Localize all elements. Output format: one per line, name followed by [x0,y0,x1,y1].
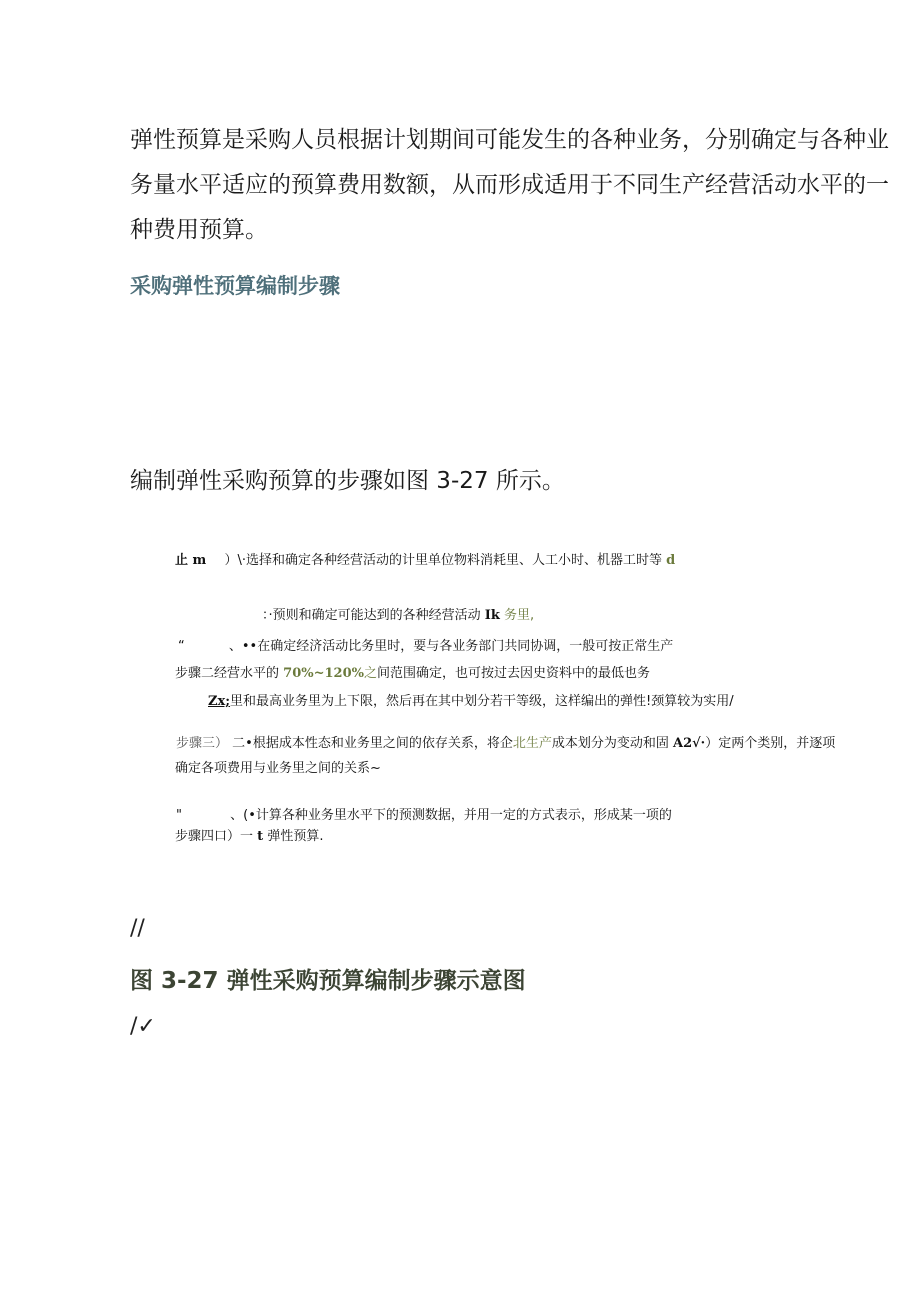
step-2-detail-line-2 [175,662,650,681]
slash-mark-top: // [130,916,145,941]
step-1-label: 止 m [175,553,207,568]
step-2-zx: Zx; [208,694,231,709]
step-4-line-2 [175,825,323,844]
step-3-line-2: 确定各项费用与业务里之间的关系~ [175,761,381,776]
step-3-text-b: 成本划分为变动和固 [551,736,669,751]
step-2-line [262,604,534,623]
intro-line-3: 种费用预算。 [130,217,268,243]
intro-paragraph [130,118,900,253]
section-heading: 采购弹性预算编制步骤 [130,274,340,298]
step-2-detail-text-2: 间范围确定，也可按过去因史资料中的最低也务 [377,666,651,681]
step-4-line-1 [176,804,672,823]
step-2-label: 步骤二经营水平的 [175,666,280,681]
step-1-text: ）\·选择和确定各种经营活动的计里单位物料消耗里、人工小时、机器工时等 [224,553,662,568]
step-4-text-1: 、(•计算各种业务里水平下的预测数据，并用一定的方式表示，形成某一项的 [230,808,672,823]
step-3-a2: A2√· [673,736,706,751]
step-4-t: t [257,829,264,844]
step-4-text-2: 弹性预算. [267,829,324,844]
figure-caption: 图 3-27 弹性采购预算编制步骤示意图 [130,968,526,994]
step-2-range: 70%~120% [283,666,364,681]
step-2-quote: “ [178,639,185,654]
step-4-quote: " [176,808,182,823]
lead-sentence: 编制弹性采购预算的步骤如图 3-27 所示。 [130,468,565,494]
step-2-zhi: 之 [363,666,377,681]
intro-line-2: 务量水平适应的预算费用数额，从而形成适用于不同生产经营活动水平的一 [130,172,889,198]
check-mark-bottom: /✓ [130,1014,156,1039]
step-2-detail-line-1 [178,635,673,654]
step-2-tail: 务里, [504,608,535,623]
step-1-line [175,549,675,568]
step-1-tail: d [666,553,676,568]
step-3-line-1 [176,732,835,751]
step-3-text-c: ）定两个类别，并逐项 [705,736,836,751]
intro-line-1: 弹性预算是采购人员根据计划期间可能发生的各种业务，分别确定与各种业 [130,127,889,153]
step-3-label: 步骤三） [176,736,229,751]
step-2-ik: Ik [484,608,500,623]
step-4-label: 步骤四口）一 [175,829,254,844]
step-3-text-a: 二•根据成本性态和业务里之间的依存关系，将企 [232,736,513,751]
step-2-detail-text-3: 里和最高业务里为上下限，然后再在其中划分若干等级，这样编出的弹性!颈算较为实用/ [230,694,734,709]
step-3-green: 北生产 [512,736,552,751]
step-2-text: ：·预则和确定可能达到的各种经营活动 [262,608,481,623]
step-2-detail-line-3 [208,690,734,709]
step-2-detail-text-1: 、••在确定经济活动比务里时，要与各业务部门共同协调，一般可按正常生产 [228,639,674,654]
